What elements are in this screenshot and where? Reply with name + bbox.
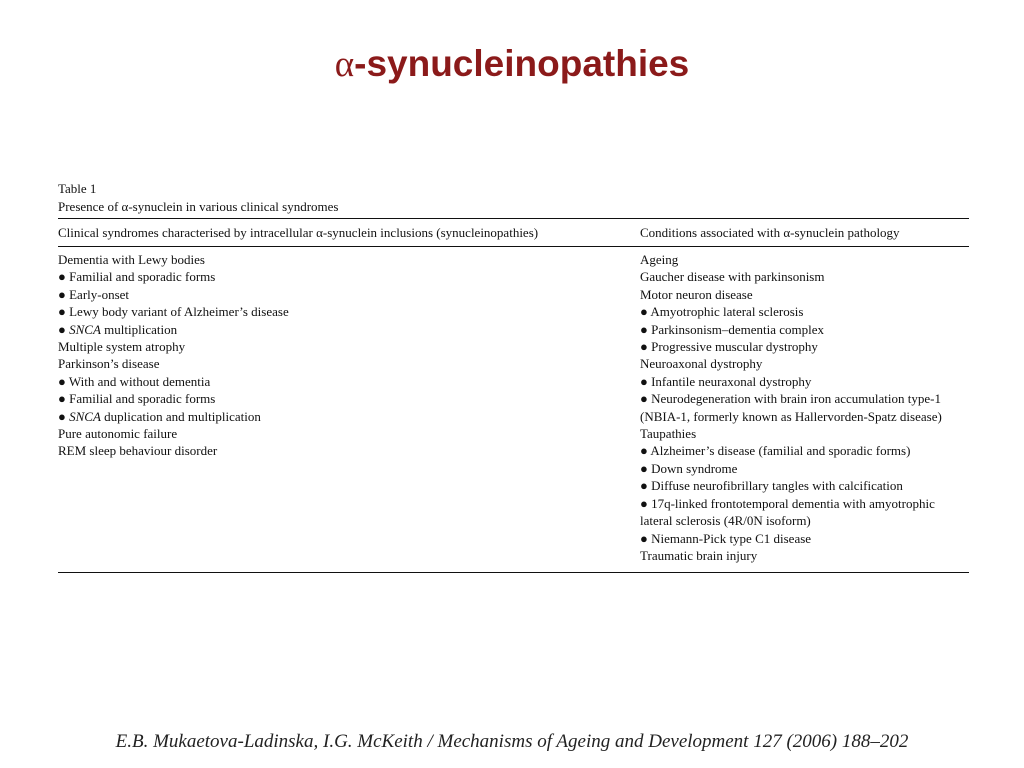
table-cell: Motor neuron disease: [640, 286, 753, 302]
table-cell: ● Neurodegeneration with brain iron accumulation type-1: [640, 391, 941, 407]
table-top-rule: [58, 218, 969, 219]
table-cell: ● Amyotrophic lateral sclerosis: [640, 304, 804, 320]
table-cell: ● SNCA multiplication: [58, 321, 178, 337]
table-caption-text: Presence of α-synuclein in various clinical syndromes: [58, 199, 339, 214]
title-text: -synucleinopathies: [354, 43, 690, 84]
table-cell: lateral sclerosis (4R/0N isoform): [640, 513, 811, 529]
table-cell: ● 17q-linked frontotemporal dementia with amyotrophic: [640, 495, 935, 511]
table-cell: ● Lewy body variant of Alzheimer’s disease: [58, 304, 289, 320]
gene-symbol: SNCA: [69, 408, 101, 424]
table-cell: Pure autonomic failure: [58, 426, 178, 442]
table-cell: Multiple system atrophy: [58, 339, 186, 355]
table-cell: ● SNCA duplication and multiplication: [58, 408, 261, 424]
table-cell: Ageing: [640, 252, 679, 267]
table-cell: Taupathies: [640, 426, 697, 442]
table-cell: ● Familial and sporadic forms: [58, 391, 216, 407]
associated-conditions-column: [640, 251, 942, 564]
table-cell: ● Diffuse neurofibrillary tangles with calcification: [640, 478, 903, 494]
table-cell: ● Niemann-Pick type C1 disease: [640, 530, 812, 546]
table-cell: ● Parkinsonism–dementia complex: [640, 321, 825, 337]
slide-title: [0, 40, 1024, 89]
table-cell: ● Alzheimer’s disease (familial and sporadic forms): [640, 443, 911, 459]
table-cell: (NBIA-1, formerly known as Hallervorden-Spatz disease): [640, 408, 942, 424]
table-label: Table 1: [58, 181, 97, 196]
table-cell: Parkinson’s disease: [58, 356, 160, 372]
table-cell: REM sleep behaviour disorder: [58, 443, 218, 459]
table-cell: ● Familial and sporadic forms: [58, 269, 216, 285]
table-caption: [58, 180, 338, 216]
table-bottom-rule: [58, 572, 969, 573]
table-header-rule: [58, 246, 969, 247]
column-header-synucleinopathies: Clinical syndromes characterised by intracellular α-synuclein inclusions (synucleinopathies): [58, 225, 539, 240]
table-cell: Traumatic brain injury: [640, 547, 758, 563]
table-cell: Gaucher disease with parkinsonism: [640, 269, 825, 285]
table-cell: Neuroaxonal dystrophy: [640, 356, 763, 372]
gene-symbol: SNCA: [69, 321, 101, 337]
table-cell: ● Progressive muscular dystrophy: [640, 339, 818, 355]
synucleinopathies-column: [58, 251, 289, 460]
table-cell: ● Down syndrome: [640, 460, 738, 476]
table-cell: ● Infantile neuraxonal dystrophy: [640, 373, 812, 389]
table-cell: Dementia with Lewy bodies: [58, 252, 205, 267]
citation: E.B. Mukaetova-Ladinska, I.G. McKeith / Mechanisms of Ageing and Development 127 (2006) 188–202: [115, 731, 909, 752]
title-alpha-symbol: α: [334, 44, 355, 85]
column-header-associated-conditions: Conditions associated with α-synuclein pathology: [640, 225, 900, 240]
table-cell: ● With and without dementia: [58, 373, 211, 389]
table-cell: ● Early-onset: [58, 286, 130, 302]
